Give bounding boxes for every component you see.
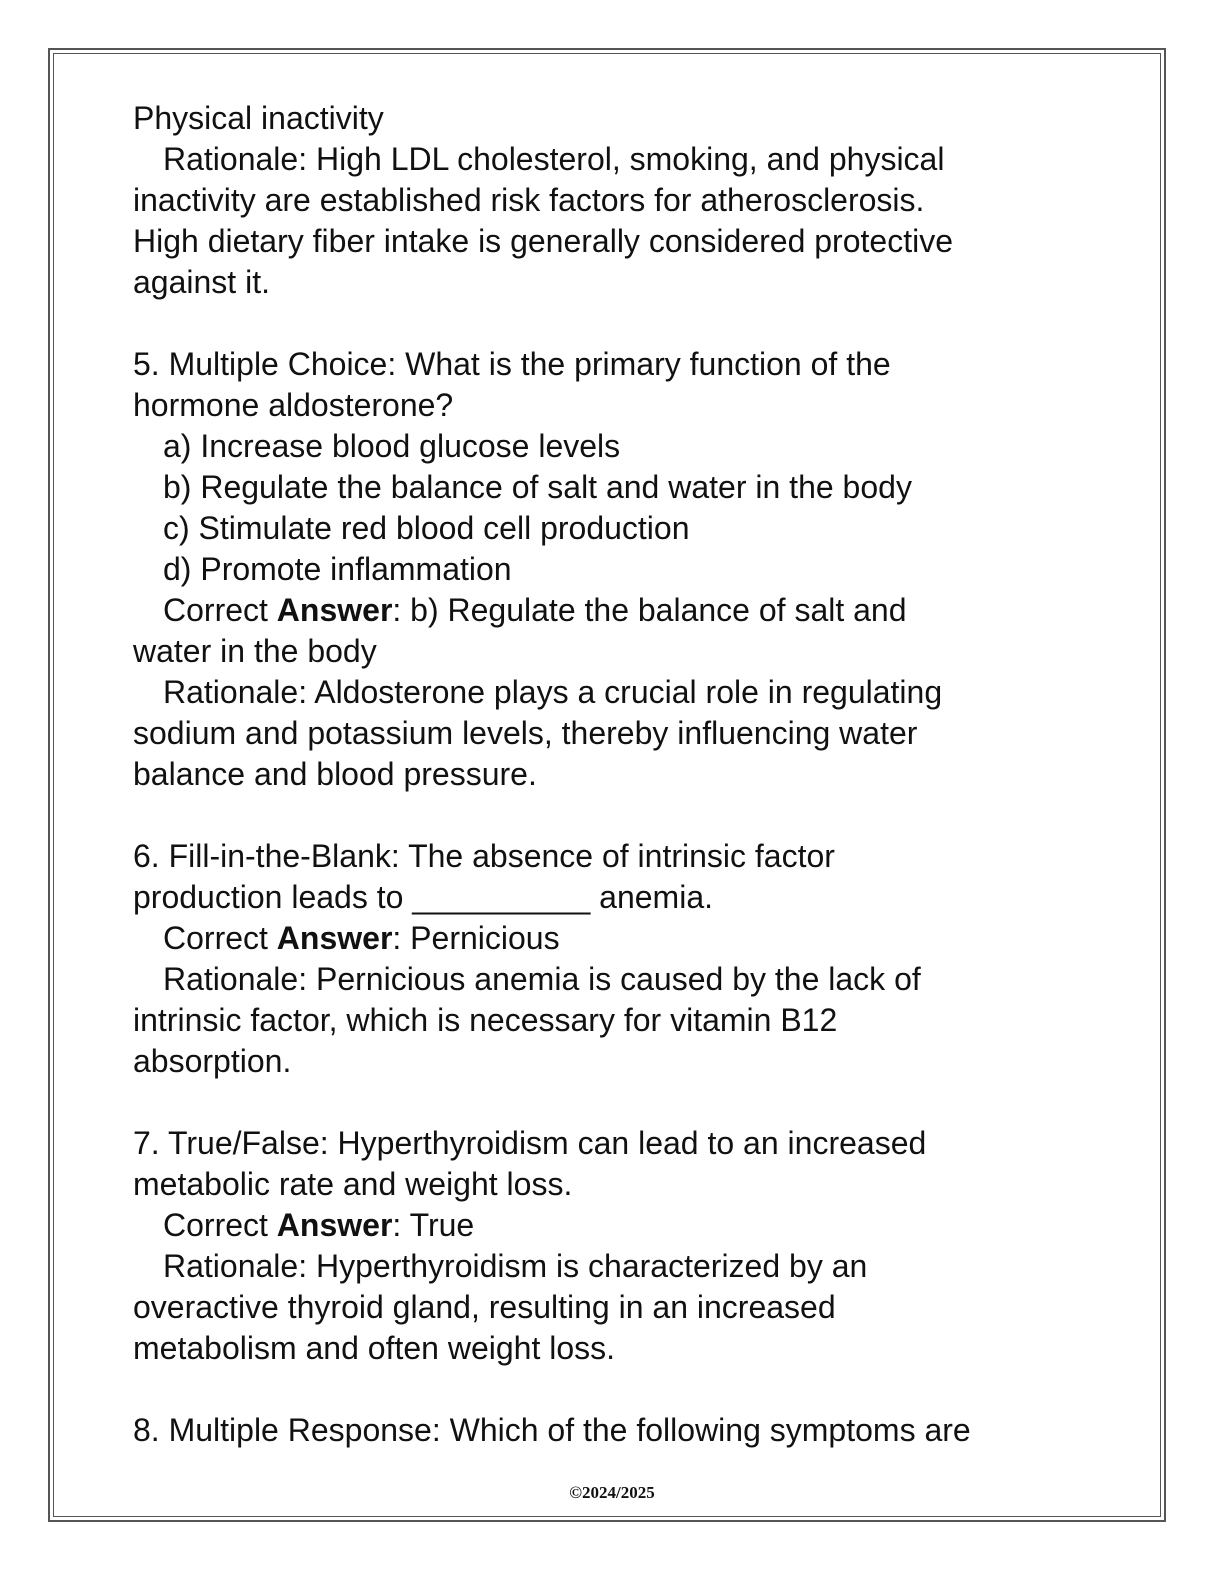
correct-label: Correct bbox=[163, 920, 277, 956]
rationale-line: Rationale: Hyperthyroidism is characterized by an bbox=[163, 1248, 868, 1284]
answer-label: Answer bbox=[276, 592, 393, 628]
rationale-line: Rationale: Pernicious anemia is caused by the lack of bbox=[163, 961, 921, 997]
option-b: b) Regulate the balance of salt and water in the body bbox=[163, 469, 912, 505]
rationale-line: metabolism and often weight loss. bbox=[133, 1330, 616, 1366]
correct-answer-continuation: water in the body bbox=[133, 633, 377, 669]
answer-option-text: Physical inactivity bbox=[133, 100, 384, 136]
option-a: a) Increase blood glucose levels bbox=[163, 428, 621, 464]
spacer bbox=[133, 1082, 1093, 1123]
correct-answer-line bbox=[133, 590, 1093, 631]
question-6-line: 6. Fill-in-the-Blank: The absence of intrinsic factor bbox=[133, 838, 835, 874]
rationale-line: sodium and potassium levels, thereby influencing water bbox=[133, 715, 918, 751]
answer-label: Answer bbox=[276, 920, 393, 956]
question-7-line: metabolic rate and weight loss. bbox=[133, 1166, 573, 1202]
rationale-line: High dietary fiber intake is generally considered protective bbox=[133, 223, 953, 259]
rationale-line: absorption. bbox=[133, 1043, 292, 1079]
rationale-line: overactive thyroid gland, resulting in an increased bbox=[133, 1289, 836, 1325]
rationale-line: Rationale: Aldosterone plays a crucial role in regulating bbox=[163, 674, 943, 710]
spacer bbox=[133, 795, 1093, 836]
answer-label: Answer bbox=[276, 1207, 393, 1243]
question-5-line: hormone aldosterone? bbox=[133, 387, 454, 423]
spacer bbox=[133, 1369, 1093, 1410]
correct-label: Correct bbox=[163, 1207, 277, 1243]
question-8-line: 8. Multiple Response: Which of the following symptoms are bbox=[133, 1412, 971, 1448]
question-7-line: 7. True/False: Hyperthyroidism can lead to an increased bbox=[133, 1125, 927, 1161]
question-5-line: 5. Multiple Choice: What is the primary function of the bbox=[133, 346, 891, 382]
correct-answer-line bbox=[133, 918, 1093, 959]
correct-answer-value: : True bbox=[392, 1207, 475, 1243]
rationale-line: Rationale: High LDL cholesterol, smoking, and physical bbox=[163, 141, 945, 177]
spacer bbox=[133, 303, 1093, 344]
footer-copyright: ©2024/2025 bbox=[569, 1483, 655, 1502]
correct-label: Correct bbox=[163, 592, 277, 628]
rationale-line: intrinsic factor, which is necessary for vitamin B12 bbox=[133, 1002, 838, 1038]
correct-answer-value: : b) Regulate the balance of salt and bbox=[392, 592, 907, 628]
document-body bbox=[133, 98, 1093, 1451]
rationale-line: balance and blood pressure. bbox=[133, 756, 537, 792]
correct-answer-line bbox=[133, 1205, 1093, 1246]
rationale-line: inactivity are established risk factors for atherosclerosis. bbox=[133, 182, 925, 218]
rationale-line: against it. bbox=[133, 264, 270, 300]
option-c: c) Stimulate red blood cell production bbox=[163, 510, 690, 546]
question-6-line: production leads to __________ anemia. bbox=[133, 879, 713, 915]
correct-answer-value: : Pernicious bbox=[392, 920, 560, 956]
option-d: d) Promote inflammation bbox=[163, 551, 512, 587]
